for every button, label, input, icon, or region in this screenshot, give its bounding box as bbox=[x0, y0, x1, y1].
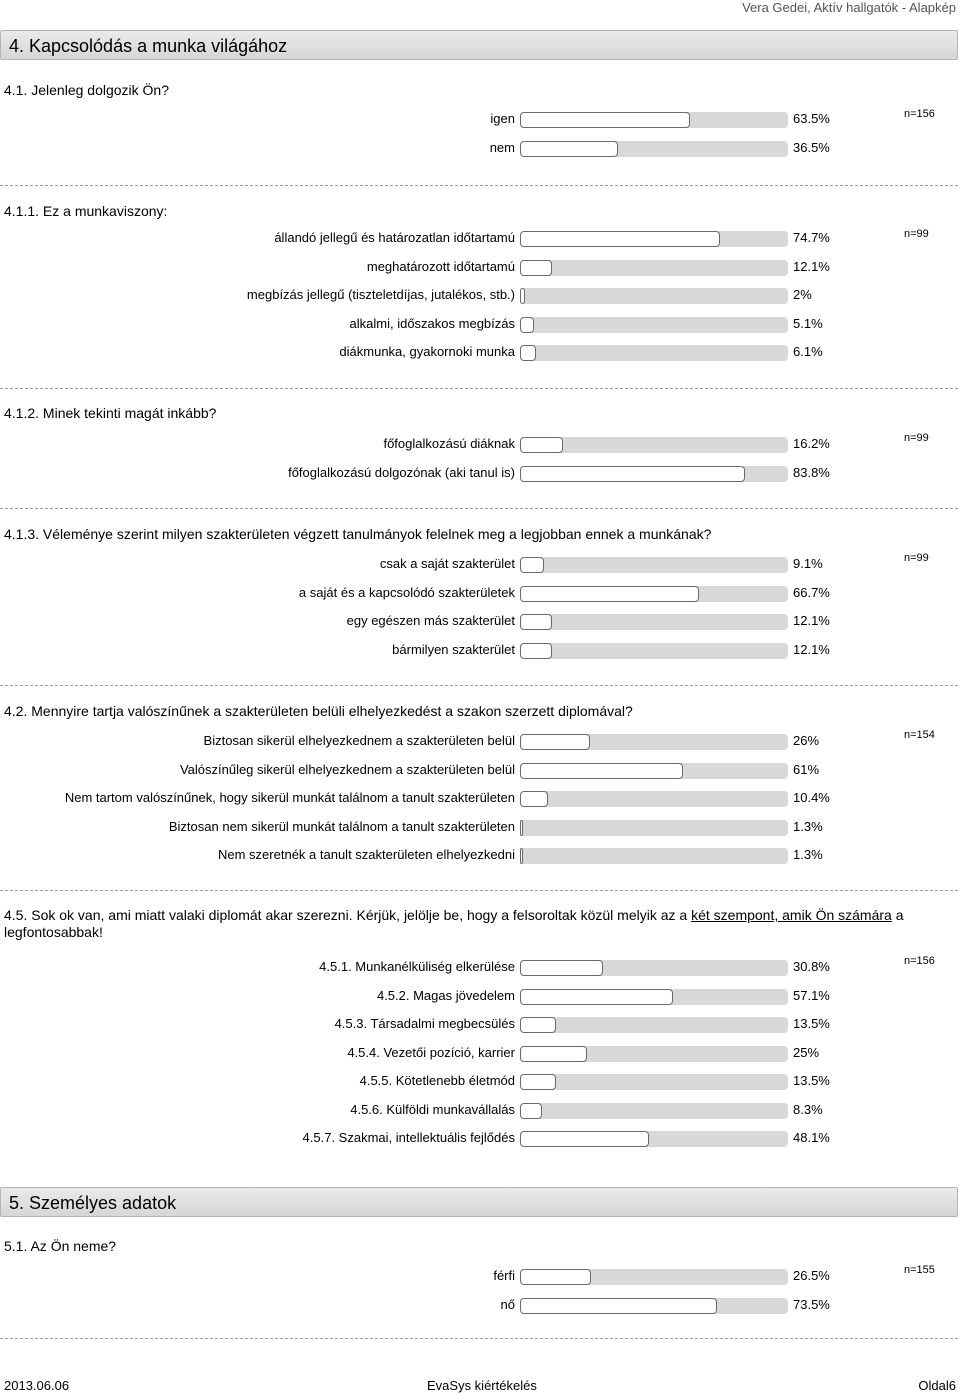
percent-value: 10.4% bbox=[793, 790, 830, 805]
result-bar-fill bbox=[520, 345, 536, 361]
percent-value: 83.8% bbox=[793, 464, 830, 480]
result-bar-fill bbox=[520, 1131, 649, 1147]
report-header: Vera Gedei, Aktív hallgatók - Alapkép bbox=[742, 0, 956, 15]
percent-value: 12.1% bbox=[793, 613, 830, 628]
option-label: 4.5.3. Társadalmi megbecsülés bbox=[334, 1016, 515, 1031]
sample-size: n=154 bbox=[904, 729, 935, 741]
question-title-part: a legfontosabbak! bbox=[4, 907, 904, 940]
result-bar-track bbox=[520, 586, 788, 602]
option-label: főfoglalkozású dolgozónak (aki tanul is) bbox=[288, 464, 515, 480]
question-title: 4.1.3. Véleménye szerint milyen szakterületen végzett tanulmányok felelnek meg a legjobban ennek a munkának? bbox=[4, 526, 712, 542]
percent-value: 13.5% bbox=[793, 1016, 830, 1031]
option-label: nem bbox=[489, 139, 515, 155]
option-label: megbízás jellegű (tiszteletdíjas, jutalékos, stb.) bbox=[246, 287, 515, 302]
result-bar-fill bbox=[520, 1017, 556, 1033]
option-label: Nem tartom valószínűnek, hogy sikerül munkát találnom a tanult szakterületen bbox=[64, 790, 515, 805]
separator bbox=[0, 388, 958, 389]
result-bar-fill bbox=[520, 260, 552, 276]
option-label: férfi bbox=[493, 1268, 515, 1283]
percent-value: 73.5% bbox=[793, 1296, 830, 1312]
option-label: bármilyen szakterület bbox=[392, 641, 515, 657]
result-bar-fill bbox=[520, 1298, 717, 1314]
option-label: 4.5.4. Vezetői pozíció, karrier bbox=[347, 1044, 515, 1060]
result-bar-track bbox=[520, 848, 788, 864]
result-bar-track bbox=[520, 1298, 788, 1314]
section-title-5: 5. Személyes adatok bbox=[0, 1187, 958, 1217]
result-bar-track bbox=[520, 466, 788, 482]
result-bar-fill bbox=[520, 848, 523, 864]
option-label: 4.5.6. Külföldi munkavállalás bbox=[350, 1101, 515, 1117]
option-label: 4.5.7. Szakmai, intellektuális fejlődés bbox=[302, 1130, 515, 1145]
percent-value: 16.2% bbox=[793, 436, 830, 451]
separator bbox=[0, 685, 958, 686]
result-bar-fill bbox=[520, 466, 745, 482]
percent-value: 6.1% bbox=[793, 344, 823, 359]
result-bar-track bbox=[520, 1074, 788, 1090]
result-bar-track bbox=[520, 345, 788, 361]
result-bar-fill bbox=[520, 1074, 556, 1090]
result-bar-fill bbox=[520, 1103, 542, 1119]
percent-value: 36.5% bbox=[793, 139, 830, 155]
result-bar-fill bbox=[520, 1046, 587, 1062]
question-title: 4.2. Mennyire tartja valószínűnek a szakterületen belüli elhelyezkedést a szakon szerzett diplomával? bbox=[4, 703, 633, 719]
percent-value: 1.3% bbox=[793, 818, 823, 834]
question-title: 4.1.1. Ez a munkaviszony: bbox=[4, 203, 168, 219]
result-bar-fill bbox=[520, 791, 548, 807]
footer-page: Oldal6 bbox=[918, 1378, 956, 1393]
sample-size: n=155 bbox=[904, 1264, 935, 1276]
result-bar-track bbox=[520, 1017, 788, 1033]
question-title: 5.1. Az Ön neme? bbox=[4, 1238, 117, 1254]
percent-value: 1.3% bbox=[793, 847, 823, 862]
sample-size: n=156 bbox=[904, 955, 935, 967]
sample-size: n=156 bbox=[904, 108, 935, 120]
option-label: igen bbox=[490, 111, 515, 126]
question-title-part: 4.5. Sok ok van, ami miatt valaki diplomát akar szerezni. Kérjük, jelölje be, hogy a felsoroltak közül melyik az a bbox=[4, 907, 692, 923]
result-bar-track bbox=[520, 112, 788, 128]
result-bar-fill bbox=[520, 557, 544, 573]
option-label: egy egészen más szakterület bbox=[346, 613, 515, 628]
separator bbox=[0, 185, 958, 186]
percent-value: 30.8% bbox=[793, 959, 830, 974]
result-bar-track bbox=[520, 734, 788, 750]
result-bar-fill bbox=[520, 112, 690, 128]
percent-value: 74.7% bbox=[793, 230, 830, 245]
option-label: 4.5.1. Munkanélküliség elkerülése bbox=[319, 959, 515, 974]
result-bar-track bbox=[520, 614, 788, 630]
percent-value: 25% bbox=[793, 1044, 820, 1060]
result-bar-fill bbox=[520, 960, 603, 976]
percent-value: 63.5% bbox=[793, 111, 830, 126]
result-bar-fill bbox=[520, 317, 534, 333]
separator bbox=[0, 1338, 958, 1339]
question-title: 4.1.2. Minek tekinti magát inkább? bbox=[4, 405, 217, 421]
percent-value: 2% bbox=[793, 287, 812, 302]
option-label: Valószínűleg sikerül elhelyezkednem a szakterületen belül bbox=[179, 761, 515, 777]
result-bar-track bbox=[520, 288, 788, 304]
percent-value: 48.1% bbox=[793, 1130, 830, 1145]
option-label: nő bbox=[500, 1296, 515, 1312]
result-bar-track bbox=[520, 820, 788, 836]
result-bar-fill bbox=[520, 734, 590, 750]
result-bar-fill bbox=[520, 643, 552, 659]
question-title: 4.1. Jelenleg dolgozik Ön? bbox=[4, 82, 169, 98]
result-bar-fill bbox=[520, 141, 618, 157]
percent-value: 5.1% bbox=[793, 315, 823, 331]
result-bar-track bbox=[520, 260, 788, 276]
result-bar-fill bbox=[520, 989, 673, 1005]
result-bar-fill bbox=[520, 763, 683, 779]
sample-size: n=99 bbox=[904, 228, 929, 240]
result-bar-track bbox=[520, 141, 788, 157]
result-bar-fill bbox=[520, 437, 563, 453]
option-label: főfoglalkozású diáknak bbox=[383, 436, 515, 451]
option-label: csak a saját szakterület bbox=[379, 556, 515, 571]
percent-value: 13.5% bbox=[793, 1073, 830, 1088]
percent-value: 12.1% bbox=[793, 641, 830, 657]
result-bar-fill bbox=[520, 1269, 591, 1285]
result-bar-track bbox=[520, 231, 788, 247]
footer-app: EvaSys kiértékelés bbox=[427, 1378, 537, 1393]
sample-size: n=99 bbox=[904, 552, 929, 564]
option-label: diákmunka, gyakornoki munka bbox=[339, 344, 515, 359]
sample-size: n=99 bbox=[904, 432, 929, 444]
option-label: meghatározott időtartamú bbox=[366, 258, 515, 274]
result-bar-fill bbox=[520, 231, 720, 247]
result-bar-track bbox=[520, 989, 788, 1005]
result-bar-track bbox=[520, 763, 788, 779]
result-bar-track bbox=[520, 317, 788, 333]
result-bar-track bbox=[520, 1046, 788, 1062]
result-bar-track bbox=[520, 557, 788, 573]
result-bar-fill bbox=[520, 614, 552, 630]
percent-value: 12.1% bbox=[793, 258, 830, 274]
percent-value: 57.1% bbox=[793, 987, 830, 1003]
result-bar-track bbox=[520, 1103, 788, 1119]
result-bar-track bbox=[520, 960, 788, 976]
option-label: állandó jellegű és határozatlan időtartamú bbox=[274, 230, 515, 245]
percent-value: 26.5% bbox=[793, 1268, 830, 1283]
option-label: alkalmi, időszakos megbízás bbox=[349, 315, 515, 331]
question-title-emphasis: két szempont, amik Ön számára bbox=[691, 907, 892, 923]
percent-value: 9.1% bbox=[793, 556, 823, 571]
option-label: Nem szeretnék a tanult szakterületen elhelyezkedni bbox=[218, 847, 515, 862]
result-bar-track bbox=[520, 1269, 788, 1285]
option-label: 4.5.5. Kötetlenebb életmód bbox=[359, 1073, 515, 1088]
option-label: Biztosan nem sikerül munkát találnom a tanult szakterületen bbox=[168, 818, 515, 834]
percent-value: 26% bbox=[793, 733, 820, 748]
separator bbox=[0, 890, 958, 891]
percent-value: 66.7% bbox=[793, 584, 830, 600]
percent-value: 61% bbox=[793, 761, 820, 777]
option-label: Biztosan sikerül elhelyezkednem a szakterületen belül bbox=[203, 733, 515, 748]
result-bar-track bbox=[520, 791, 788, 807]
section-title-4: 4. Kapcsolódás a munka világához bbox=[0, 30, 958, 60]
question-title bbox=[4, 907, 944, 941]
result-bar-fill bbox=[520, 586, 699, 602]
footer-date: 2013.06.06 bbox=[4, 1378, 70, 1393]
option-label: 4.5.2. Magas jövedelem bbox=[376, 987, 515, 1003]
result-bar-track bbox=[520, 1131, 788, 1147]
result-bar-fill bbox=[520, 288, 525, 304]
separator bbox=[0, 508, 958, 509]
percent-value: 8.3% bbox=[793, 1101, 823, 1117]
option-label: a saját és a kapcsolódó szakterületek bbox=[298, 584, 515, 600]
result-bar-track bbox=[520, 643, 788, 659]
result-bar-fill bbox=[520, 820, 523, 836]
result-bar-track bbox=[520, 437, 788, 453]
